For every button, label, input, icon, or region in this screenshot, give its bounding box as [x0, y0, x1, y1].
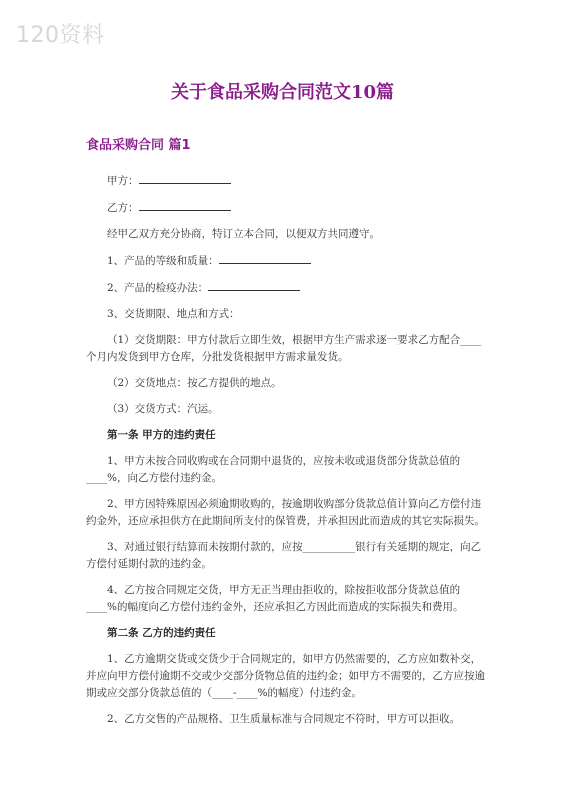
paragraph	[86, 279, 489, 297]
paragraph	[86, 453, 489, 487]
paragraph-text: 1、乙方逾期交货或交货少于合同规定的，如甲方仍然需要的，乙方应如数补交，并应向甲方偿付逾期不交或少交部分货物总值的违约金；如甲方不需要的，乙方应按逾期或应交部分货款总值的（____-____%的幅度）付违约金。	[86, 653, 485, 699]
paragraph	[86, 199, 489, 217]
paragraph	[86, 401, 489, 418]
paragraph-text: 第二条 乙方的违约责任	[107, 627, 216, 639]
paragraph-text: 乙方：	[107, 202, 139, 214]
fill-in-blank	[139, 172, 231, 184]
watermark-logo: 120资料	[16, 23, 105, 48]
paragraph-text: 2、乙方交售的产品规格、卫生质量标准与合同规定不符时，甲方可以拒收。	[107, 713, 461, 725]
paragraph-text: 2、产品的检疫办法：	[107, 282, 209, 294]
clause-heading	[86, 625, 489, 642]
paragraph	[86, 306, 489, 323]
paragraph	[86, 172, 489, 190]
paragraph	[86, 375, 489, 392]
paragraph-text: 经甲乙双方充分协商，特订立本合同，以便双方共同遵守。	[107, 228, 380, 240]
document-title: 关于食品采购合同范文10篇	[170, 82, 395, 103]
paragraph-text: 甲方：	[107, 175, 139, 187]
fill-in-blank	[139, 199, 231, 211]
fill-in-blank	[208, 279, 300, 291]
paragraph	[86, 252, 489, 270]
paragraph-text: 1、产品的等级和质量：	[107, 255, 219, 267]
document-body	[86, 172, 489, 737]
paragraph-text: （2）交货地点：按乙方提供的地点。	[107, 377, 282, 389]
paragraph-text: 4、乙方按合同规定交货，甲方无正当理由拒收的，除按拒收部分货款总值的____%的幅度向乙方偿付违约金外，还应承担乙方因此而造成的实际损失和费用。	[86, 584, 464, 613]
paragraph	[86, 711, 489, 728]
paragraph-text: （3）交货方式：汽运。	[107, 403, 219, 415]
paragraph-text: 第一条 甲方的违约责任	[107, 429, 216, 441]
paragraph-text: 1、甲方未按合同收购或在合同期中退货的，应按未收或退货部分货款总值的____%，向乙方偿付违约金。	[86, 455, 461, 484]
section-heading: 食品采购合同 篇1	[86, 138, 191, 153]
paragraph-text: 3、交货期限、地点和方式：	[107, 308, 240, 320]
clause-heading	[86, 427, 489, 444]
paragraph	[86, 332, 489, 366]
paragraph	[86, 582, 489, 616]
paragraph	[86, 226, 489, 243]
paragraph-text: 2、甲方因特殊原因必须逾期收购的，按逾期收购部分货款总值计算向乙方偿付违约金外，还应承担供方在此期间所支付的保管费，并承担因此而造成的其它实际损失。	[86, 498, 485, 527]
paragraph-text: 3、对通过银行结算而未按期付款的，应按__________银行有关延期的规定，向乙方偿付延期付款的违约金。	[86, 541, 482, 570]
paragraph	[86, 651, 489, 702]
paragraph	[86, 539, 489, 573]
fill-in-blank	[219, 252, 311, 264]
paragraph	[86, 496, 489, 530]
paragraph-text: （1）交货期限：甲方付款后立即生效，根据甲方生产需求逐一要求乙方配合____个月内发货到甲方仓库，分批发货根据甲方需求量发货。	[86, 334, 482, 363]
